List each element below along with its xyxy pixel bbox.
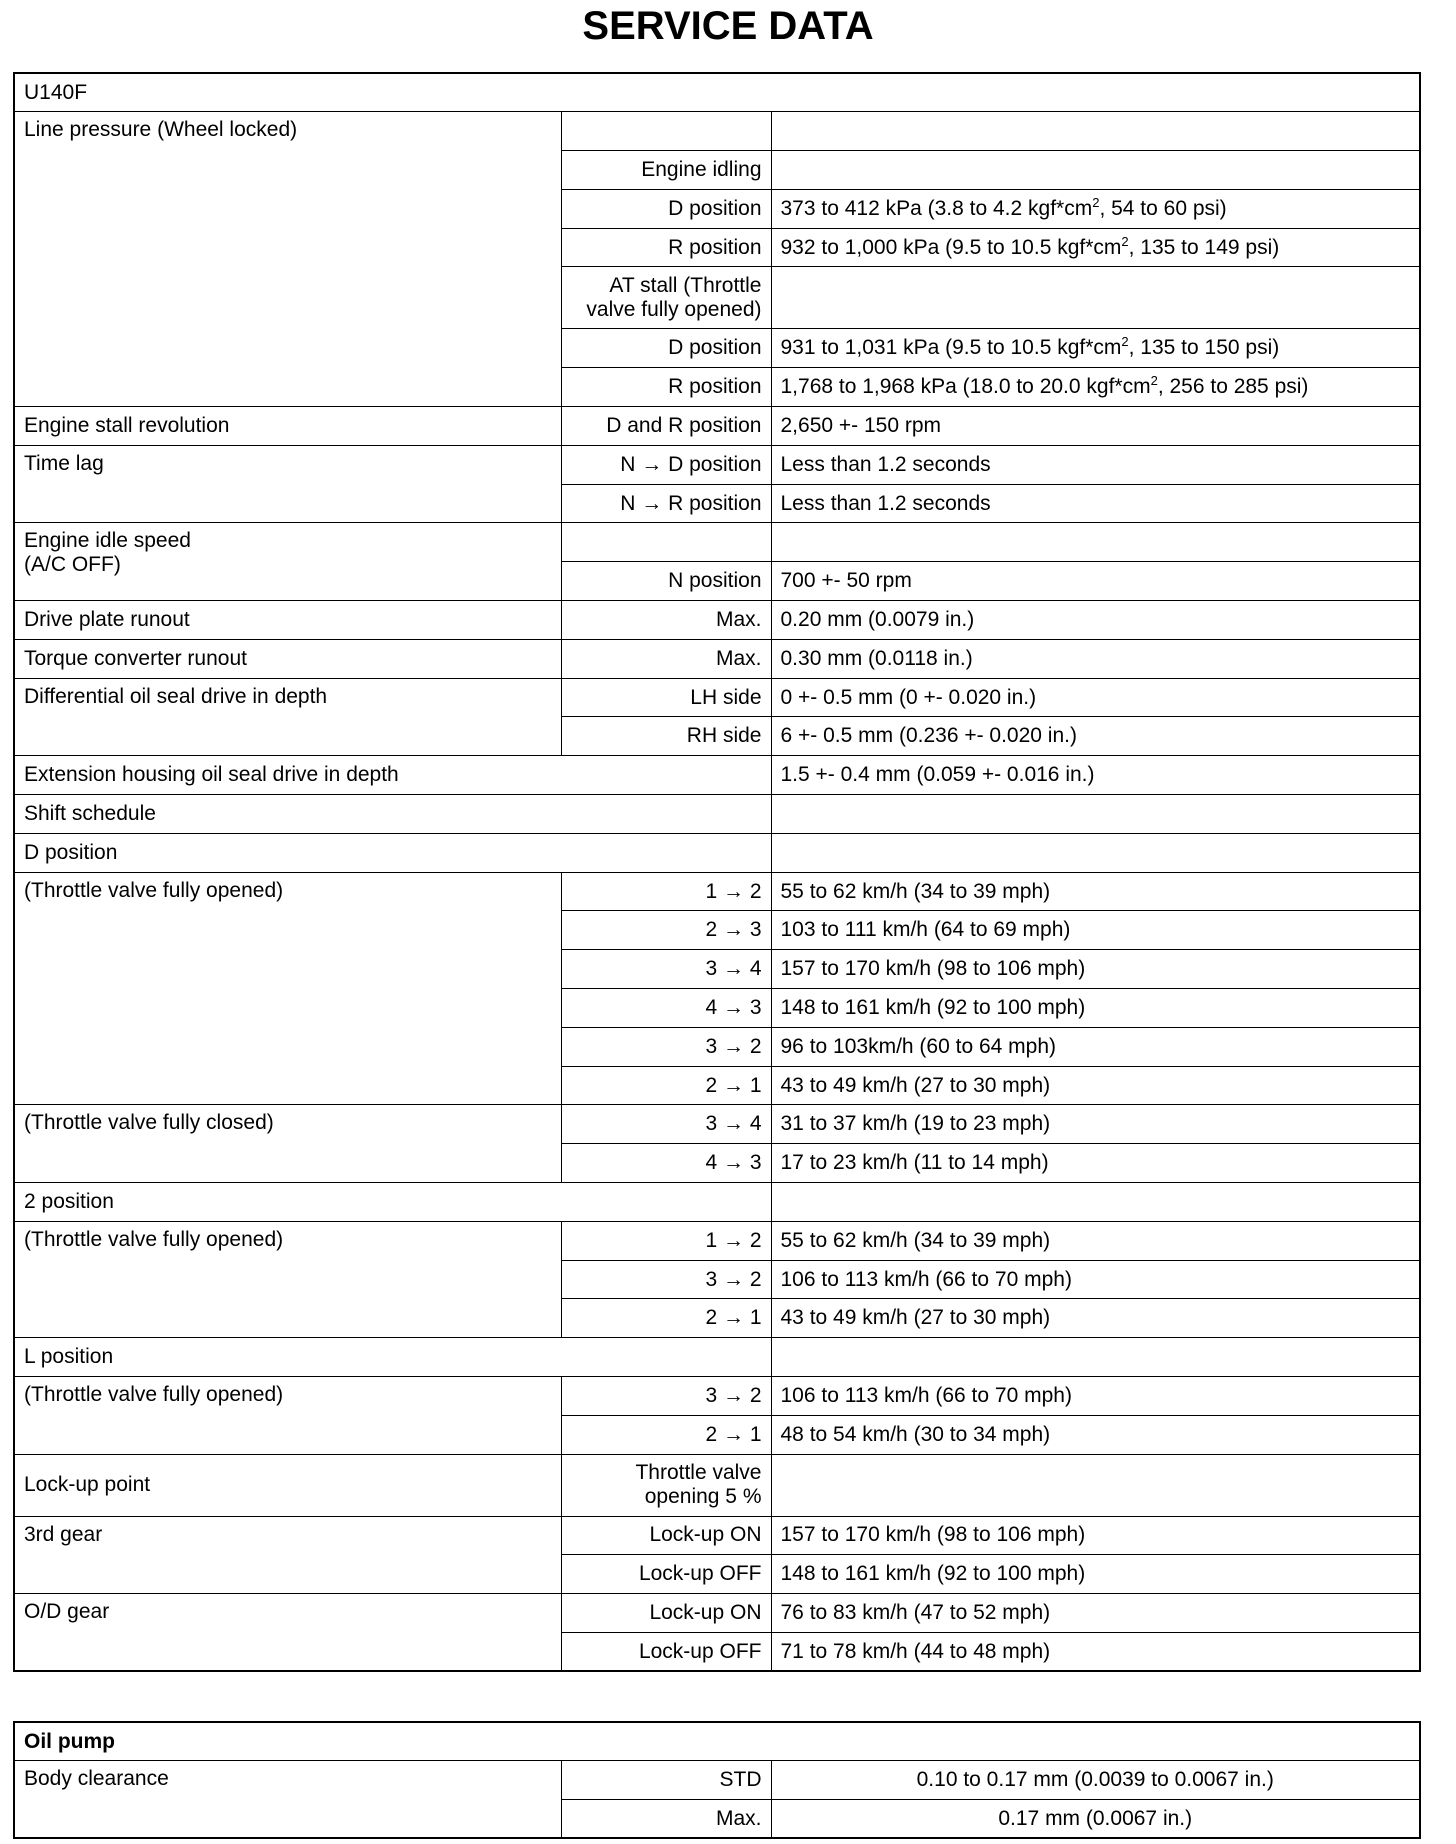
table-row [14, 407, 1420, 446]
shift-cell: 2 → 1 [561, 1299, 771, 1338]
table-row [14, 639, 1420, 678]
row-label [14, 523, 561, 601]
shift-cell: 4 → 3 [561, 989, 771, 1028]
superscript: 2 [1121, 233, 1129, 249]
shift-cell: 4 → 3 [561, 1144, 771, 1183]
condition-cell: STD [561, 1761, 771, 1800]
row-label: Time lag [14, 445, 561, 523]
table-row [14, 1105, 1420, 1144]
value-cell: 43 to 49 km/h (27 to 30 mph) [771, 1299, 1420, 1338]
table-row [14, 1761, 1420, 1800]
empty-cell [771, 151, 1420, 190]
value-cell: 157 to 170 km/h (98 to 106 mph) [771, 950, 1420, 989]
condition-cell: D position [561, 189, 771, 228]
shift-cell: 3 → 2 [561, 1027, 771, 1066]
empty-cell [561, 112, 771, 151]
label-line: Engine idle speed [24, 529, 191, 553]
shift-cell: 3 → 4 [561, 1105, 771, 1144]
empty-cell [771, 795, 1420, 834]
value-text: , 54 to 60 psi) [1099, 196, 1227, 220]
value-cell: Less than 1.2 seconds [771, 484, 1420, 523]
empty-cell [771, 833, 1420, 872]
condition-cell: Max. [561, 639, 771, 678]
value-cell: 157 to 170 km/h (98 to 106 mph) [771, 1516, 1420, 1555]
value-cell: 55 to 62 km/h (34 to 39 mph) [771, 1221, 1420, 1260]
value-cell [771, 329, 1420, 368]
superscript: 2 [1150, 373, 1158, 389]
value-cell: 106 to 113 km/h (66 to 70 mph) [771, 1377, 1420, 1416]
row-label: Torque converter runout [14, 639, 561, 678]
empty-cell [771, 1338, 1420, 1377]
value-text: 373 to 412 kPa (3.8 to 4.2 kgf*cm [780, 196, 1093, 220]
value-cell: 148 to 161 km/h (92 to 100 mph) [771, 1555, 1420, 1594]
condition-cell: Lock-up ON [561, 1516, 771, 1555]
table-row [14, 756, 1420, 795]
section-label: Shift schedule [14, 795, 771, 834]
value-cell: 1.5 +- 0.4 mm (0.059 +- 0.016 in.) [771, 756, 1420, 795]
model-cell: U140F [14, 73, 1420, 112]
condition-cell: LH side [561, 678, 771, 717]
value-text: , 256 to 285 psi) [1157, 375, 1309, 399]
value-cell: 0 +- 0.5 mm (0 +- 0.020 in.) [771, 678, 1420, 717]
condition-cell: N → D position [561, 445, 771, 484]
table-row [14, 1722, 1420, 1761]
condition-cell: D position [561, 329, 771, 368]
shift-cell: 2 → 1 [561, 1066, 771, 1105]
value-cell: 71 to 78 km/h (44 to 48 mph) [771, 1632, 1420, 1671]
section-label: 2 position [14, 1183, 771, 1222]
value-cell: 0.10 to 0.17 mm (0.0039 to 0.0067 in.) [771, 1761, 1420, 1800]
shift-cell: 1 → 2 [561, 872, 771, 911]
condition-cell: N position [561, 562, 771, 601]
table-row [14, 1183, 1420, 1222]
value-text: 932 to 1,000 kPa (9.5 to 10.5 kgf*cm [780, 235, 1122, 259]
shift-cell: 1 → 2 [561, 1221, 771, 1260]
row-label: Extension housing oil seal drive in depth [14, 756, 771, 795]
shift-cell: 2 → 3 [561, 911, 771, 950]
shift-cell: 2 → 1 [561, 1415, 771, 1454]
row-label: (Throttle valve fully opened) [14, 1221, 561, 1337]
section-label: D position [14, 833, 771, 872]
value-cell [771, 368, 1420, 407]
value-cell: 17 to 23 km/h (11 to 14 mph) [771, 1144, 1420, 1183]
row-label: (Throttle valve fully opened) [14, 872, 561, 1105]
shift-cell: 3 → 4 [561, 950, 771, 989]
condition-cell: AT stall (Throttle valve fully opened) [561, 267, 771, 329]
value-cell: 700 +- 50 rpm [771, 562, 1420, 601]
section-title: Oil pump [14, 1722, 1420, 1761]
value-cell: 0.17 mm (0.0067 in.) [771, 1800, 1420, 1839]
table-row [14, 73, 1420, 112]
table-row [14, 601, 1420, 640]
table-row [14, 112, 1420, 151]
row-label: Body clearance [14, 1761, 561, 1839]
shift-cell: 3 → 2 [561, 1260, 771, 1299]
table-row [14, 1377, 1420, 1416]
value-cell: 96 to 103km/h (60 to 64 mph) [771, 1027, 1420, 1066]
row-label: Drive plate runout [14, 601, 561, 640]
service-data-table [13, 72, 1421, 1672]
condition-cell: Lock-up OFF [561, 1632, 771, 1671]
row-label: Lock-up point [14, 1454, 561, 1516]
empty-cell [771, 523, 1420, 562]
empty-cell [771, 112, 1420, 151]
table-row [14, 795, 1420, 834]
value-cell: 55 to 62 km/h (34 to 39 mph) [771, 872, 1420, 911]
oil-pump-table [13, 1721, 1421, 1839]
row-label: (Throttle valve fully closed) [14, 1105, 561, 1183]
condition-cell: Max. [561, 601, 771, 640]
shift-cell: 3 → 2 [561, 1377, 771, 1416]
value-cell: 2,650 +- 150 rpm [771, 407, 1420, 446]
page-title: SERVICE DATA [582, 4, 874, 48]
row-label: Engine stall revolution [14, 407, 561, 446]
table-row [14, 1221, 1420, 1260]
value-text: 931 to 1,031 kPa (9.5 to 10.5 kgf*cm [780, 336, 1122, 360]
condition-cell: Lock-up OFF [561, 1555, 771, 1594]
value-cell: 76 to 83 km/h (47 to 52 mph) [771, 1594, 1420, 1633]
value-cell: 48 to 54 km/h (30 to 34 mph) [771, 1415, 1420, 1454]
condition-cell: R position [561, 368, 771, 407]
empty-cell [771, 1454, 1420, 1516]
value-cell: 0.20 mm (0.0079 in.) [771, 601, 1420, 640]
table-row [14, 1454, 1420, 1516]
condition-cell: R position [561, 228, 771, 267]
empty-cell [771, 267, 1420, 329]
table-row [14, 678, 1420, 717]
condition-cell: D and R position [561, 407, 771, 446]
section-label: L position [14, 1338, 771, 1377]
table-row [14, 1516, 1420, 1555]
condition-cell: Engine idling [561, 151, 771, 190]
row-label: 3rd gear [14, 1516, 561, 1594]
value-cell: 6 +- 0.5 mm (0.236 +- 0.020 in.) [771, 717, 1420, 756]
table-row [14, 445, 1420, 484]
label-line: (A/C OFF) [24, 553, 121, 577]
row-label: Line pressure (Wheel locked) [14, 112, 561, 407]
condition-cell: Lock-up ON [561, 1594, 771, 1633]
value-cell: Less than 1.2 seconds [771, 445, 1420, 484]
value-cell: 43 to 49 km/h (27 to 30 mph) [771, 1066, 1420, 1105]
row-label: (Throttle valve fully opened) [14, 1377, 561, 1455]
row-label: O/D gear [14, 1594, 561, 1672]
value-text: , 135 to 150 psi) [1128, 336, 1280, 360]
value-cell [771, 189, 1420, 228]
row-label: Differential oil seal drive in depth [14, 678, 561, 756]
condition-cell: Throttle valve opening 5 % [561, 1454, 771, 1516]
value-cell [771, 228, 1420, 267]
value-cell: 106 to 113 km/h (66 to 70 mph) [771, 1260, 1420, 1299]
table-row [14, 1338, 1420, 1377]
table-row [14, 872, 1420, 911]
condition-cell: RH side [561, 717, 771, 756]
superscript: 2 [1092, 194, 1100, 210]
superscript: 2 [1121, 334, 1129, 350]
empty-cell [561, 523, 771, 562]
table-row [14, 523, 1420, 562]
value-text: , 135 to 149 psi) [1128, 235, 1280, 259]
condition-cell: Max. [561, 1800, 771, 1839]
condition-cell: N → R position [561, 484, 771, 523]
value-cell: 0.30 mm (0.0118 in.) [771, 639, 1420, 678]
value-cell: 148 to 161 km/h (92 to 100 mph) [771, 989, 1420, 1028]
value-text: 1,768 to 1,968 kPa (18.0 to 20.0 kgf*cm [780, 375, 1151, 399]
table-row [14, 833, 1420, 872]
value-cell: 31 to 37 km/h (19 to 23 mph) [771, 1105, 1420, 1144]
value-cell: 103 to 111 km/h (64 to 69 mph) [771, 911, 1420, 950]
empty-cell [771, 1183, 1420, 1222]
table-row [14, 1594, 1420, 1633]
